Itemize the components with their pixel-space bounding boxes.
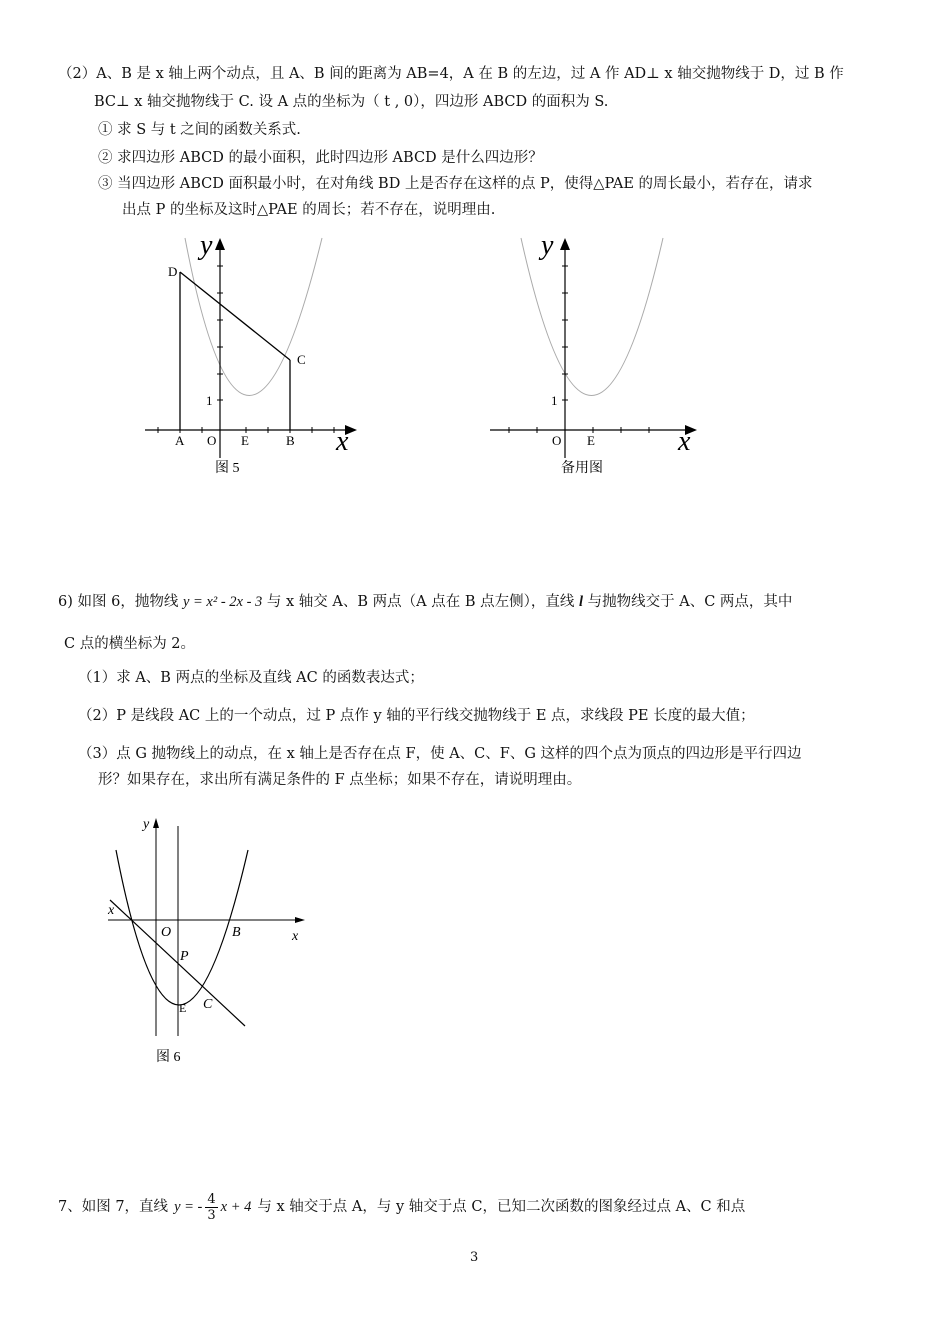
q5-sub3-line2: 出点 P 的坐标及这时△PAE 的周长；若不存在，说明理由. xyxy=(122,202,496,218)
parabola-curve xyxy=(521,238,663,396)
point-D-label: D xyxy=(168,264,178,279)
figure-backup xyxy=(485,228,715,488)
x-label: x xyxy=(678,426,691,457)
q6-formula: y = x² - 2x - 3 xyxy=(182,594,263,610)
y-axis-arrow xyxy=(560,238,570,250)
parabola-curve xyxy=(185,238,322,396)
x-label: x xyxy=(292,929,299,944)
figure-5 xyxy=(140,228,370,488)
q5-part2-line2: BC⊥ x 轴交抛物线于 C. 设 A 点的坐标为（ t , 0），四边形 ABCD 的面积为 S. xyxy=(94,94,609,110)
q7-fraction-numerator: 4 xyxy=(207,1191,216,1207)
x-axis-arrow xyxy=(295,917,305,923)
point-E-label: E xyxy=(241,433,249,448)
q6-part2: （2）P 是线段 AC 上的一个动点，过 P 点作 y 轴的平行线交抛物线于 E 点，求线段 PE 长度的最大值； xyxy=(78,708,755,724)
figure-6-caption: 图 6 xyxy=(156,1050,181,1065)
point-C-label: C xyxy=(297,352,306,367)
q6-line2: C 点的横坐标为 2。 xyxy=(64,636,196,652)
q6-line1-c: 与抛物线交于 A、C 两点，其中 xyxy=(587,594,793,610)
q7-text-b: 与 x 轴交于点 A，与 y 轴交于点 C，已知二次函数的图象经过点 A、C 和点 xyxy=(257,1199,746,1215)
page-number: 3 xyxy=(470,1250,479,1265)
q5-part2-line1: （2）A、B 是 x 轴上两个动点，且 A、B 间的距离为 AB=4，A 在 B 的左边，过 A 作 AD⊥ x 轴交抛物线于 D，过 B 作 xyxy=(58,66,844,82)
q6-part1: （1）求 A、B 两点的坐标及直线 AC 的函数表达式； xyxy=(78,670,424,686)
point-B-label: B xyxy=(232,925,241,940)
point-P-label: P xyxy=(180,949,189,964)
q5-sub2: ② 求四边形 ABCD 的最小面积，此时四边形 ABCD 是什么四边形？ xyxy=(98,150,543,166)
point-E-label: E xyxy=(587,433,595,448)
y-label: y xyxy=(200,230,213,261)
point-B-label: B xyxy=(286,433,295,448)
origin-label: O xyxy=(161,925,172,940)
q6-part3-line1: （3）点 G 抛物线上的动点，在 x 轴上是否存在点 F，使 A、C、F、G 这样的四个点为顶点的四边形是平行四边 xyxy=(78,746,802,762)
q6-line1 xyxy=(58,592,792,612)
q5-sub3-line1: ③ 当四边形 ABCD 面积最小时，在对角线 BD 上是否存在这样的点 P，使得△PAE 的周长最小，若存在，请求 xyxy=(98,176,813,192)
figure-6 xyxy=(100,808,320,1068)
point-A-label: A xyxy=(175,433,185,448)
q7-line xyxy=(58,1182,745,1232)
y-axis-arrow xyxy=(153,818,159,828)
q6-line-l: l xyxy=(578,594,583,610)
point-E-label: E xyxy=(179,1001,187,1015)
y-axis-arrow xyxy=(215,238,225,250)
origin-label: O xyxy=(552,433,562,448)
figure-backup-caption: 备用图 xyxy=(561,461,603,476)
segment-DC xyxy=(180,272,290,360)
q6-part3-line2: 形？如果存在，求出所有满足条件的 F 点坐标；如果不存在，请说明理由。 xyxy=(98,772,582,788)
q5-sub1: ① 求 S 与 t 之间的函数关系式. xyxy=(98,122,301,138)
point-C-label: C xyxy=(203,997,213,1012)
left-x-label: x xyxy=(108,903,115,918)
q7-eq-rhs: x + 4 xyxy=(220,1199,252,1215)
figure-5-caption: 图 5 xyxy=(215,461,240,476)
origin-label: O xyxy=(207,433,217,448)
parabola-curve xyxy=(116,850,248,1005)
x-label: x xyxy=(336,426,349,457)
q7-fraction-denominator: 3 xyxy=(207,1207,216,1223)
q7-fraction xyxy=(205,1192,217,1223)
q6-line1-a: 6) 如图 6，抛物线 xyxy=(58,594,179,610)
y-label: y xyxy=(143,817,150,832)
one-label: 1 xyxy=(551,393,558,408)
one-label: 1 xyxy=(206,393,213,408)
q7-text-a: 7、如图 7，直线 xyxy=(58,1199,169,1215)
q7-eq-lhs: y = - xyxy=(174,1199,203,1215)
y-label: y xyxy=(541,230,554,261)
q6-line1-b: 与 x 轴交 A、B 两点（A 点在 B 点左侧），直线 xyxy=(266,594,575,610)
